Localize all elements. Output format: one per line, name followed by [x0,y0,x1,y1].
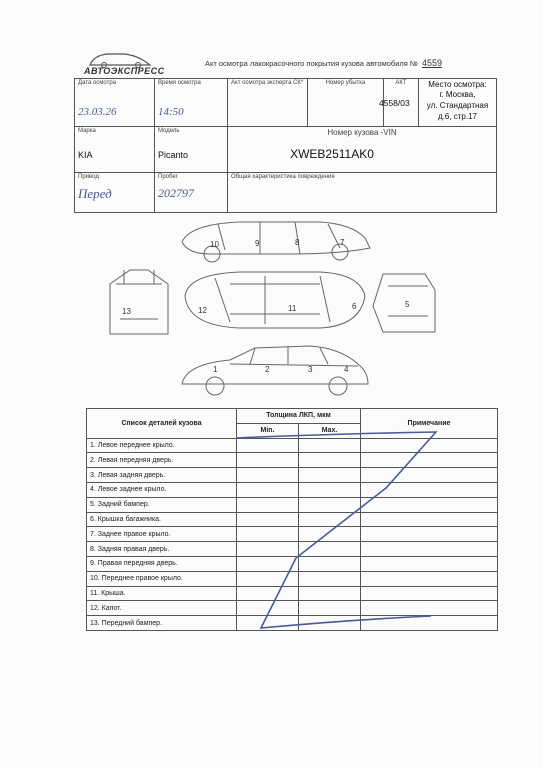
make-label: Марка [78,128,96,134]
time-cell [155,79,228,127]
logo-text: АВТОЭКСПРЕСС [84,66,165,76]
place-line-1: г. Москва, [439,90,476,99]
part-name: 3. Левая задняя дверь. [87,468,237,483]
act-value: 4558/03 [379,98,410,108]
part-name: 11. Крыша. [87,586,237,601]
part-name: 2. Левая передняя дверь. [87,453,237,468]
part-name: 9. Правая передняя дверь. [87,556,237,571]
car-outline-icon [90,214,445,404]
vin-value: XWEB2511AK0 [290,147,374,161]
drive-value: Перед [78,186,112,201]
header-note: Примечание [361,409,498,439]
drive-label: Привод [78,174,99,180]
mileage-label: Пробег [158,174,178,180]
part-name: 4. Левое заднее крыло. [87,482,237,497]
vin-cell [228,127,497,173]
part-name: 1. Левое переднее крыло. [87,438,237,453]
date-cell [75,79,155,127]
document-title [205,58,442,68]
model-value: Picanto [158,150,189,160]
diagram-number-1: 1 [213,365,218,374]
place-line-2: ул. Стандартная [426,101,489,110]
part-name: 8. Задняя правая дверь. [87,542,237,557]
diagram-number-3: 3 [308,365,313,374]
car-body-diagram [90,214,445,404]
part-name: 12. Капот. [87,601,237,616]
inspection-form [74,78,496,212]
title-text: Акт осмотра лакокрасочного покрытия кузова автомобиля № [205,59,418,68]
act-number: 4559 [421,58,442,68]
drive-cell [75,173,155,213]
diagram-number-5: 5 [405,300,410,309]
diagram-number-11: 11 [288,304,297,313]
place-line-3: д.6, стр.17 [437,112,478,121]
place-label: Место осмотра: [428,80,487,89]
diagram-number-8: 8 [295,238,300,247]
time-label: Время осмотра [158,80,201,86]
header-thickness: Толщина ЛКП, мкм [237,409,361,424]
diagram-number-7: 7 [340,238,345,247]
header-parts-list: Список деталей кузова [87,409,237,439]
diagram-number-6: 6 [352,302,357,311]
part-name: 13. Передний бампер. [87,616,237,631]
header-min: Min. [237,423,299,438]
date-label: Дата осмотра [78,80,117,86]
time-value: 14:50 [158,106,184,118]
diagram-number-13: 13 [122,307,131,316]
damage-label: Общая характеристика повреждения [231,174,335,180]
part-name: 6. Крышка багажника. [87,512,237,527]
diagram-number-12: 12 [198,306,207,315]
diagram-number-4: 4 [344,365,349,374]
loss-label: Номер убытка [325,80,366,86]
vin-label: Номер кузова -VIN [327,128,397,137]
expert-cell [228,79,308,127]
mileage-cell [155,173,228,213]
model-label: Модель [158,128,180,134]
damage-cell [228,173,497,213]
loss-cell [308,79,384,127]
act-cell [379,79,419,127]
diagram-number-9: 9 [255,239,260,248]
part-name: 7. Заднее правое крыло. [87,527,237,542]
diagram-number-10: 10 [210,240,219,249]
act-label: АКТ [395,80,407,86]
part-name: 10. Переднее правое крыло. [87,571,237,586]
header-max: Max. [299,423,361,438]
diagram-number-2: 2 [265,365,270,374]
expert-label: Акт осмотра эксперта СК* [231,80,304,86]
date-value: 23.03.26 [78,106,117,118]
make-value: KIA [78,150,93,160]
body-parts-table [86,408,497,644]
handwritten-z-strike [86,408,497,644]
mileage-value: 202797 [158,186,194,200]
make-cell [75,127,155,173]
part-name: 5. Задний бампер. [87,497,237,512]
place-cell [419,79,497,127]
company-logo [84,50,165,76]
